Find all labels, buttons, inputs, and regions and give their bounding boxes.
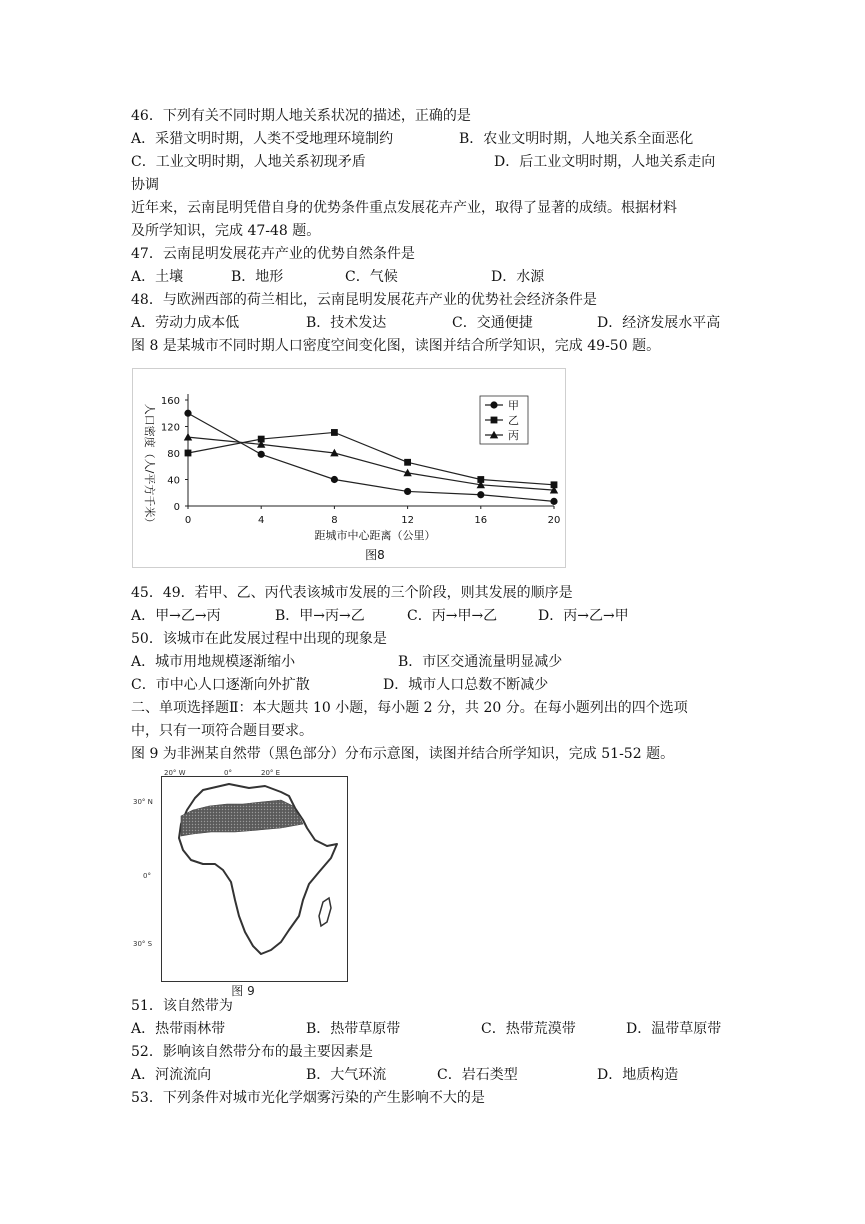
y-tick-label: 0	[173, 502, 180, 513]
legend-marker	[490, 401, 497, 408]
data-point-series-1	[550, 498, 557, 505]
legend-label: 乙	[508, 414, 519, 427]
lon-label-east: 20° E	[261, 769, 281, 777]
q51-option-a: A．热带雨林带	[131, 1021, 226, 1037]
q46-option-b: B．农业文明时期，人地关系全面恶化	[459, 131, 694, 147]
q51-option-b: B．热带草原带	[306, 1021, 401, 1037]
x-tick-label: 4	[258, 515, 265, 526]
data-point-series-1	[477, 491, 484, 498]
x-tick-label: 16	[474, 515, 488, 526]
data-point-series-1	[258, 451, 265, 458]
q52-option-a: A．河流流向	[131, 1067, 212, 1083]
q49-option-c: C．丙→甲→乙	[407, 608, 498, 624]
lat-label-zero: 0°	[143, 872, 151, 880]
africa-map	[131, 766, 354, 998]
q49-option-d: D．丙→乙→甲	[538, 608, 629, 624]
data-point-series-1	[404, 488, 411, 495]
lon-label-west: 20° W	[164, 769, 186, 777]
y-tick-label: 120	[160, 422, 180, 434]
figure-caption: 图8	[365, 548, 385, 562]
intro-47-line2: 及所学知识，完成 47-48 题。	[131, 223, 321, 239]
legend-label: 甲	[508, 399, 519, 412]
data-point-series-1	[331, 476, 338, 483]
q47-option-d: D．水源	[491, 269, 545, 285]
data-point-series-2	[185, 450, 192, 457]
q49-stem: 45．49．若甲、乙、丙代表该城市发展的三个阶段，则其发展的顺序是	[131, 585, 573, 601]
intro-47-line1: 近年来，云南昆明凭借自身的优势条件重点发展花卉产业，取得了显著的成绩。根据材料	[131, 200, 677, 216]
map-caption: 图 9	[231, 984, 255, 998]
legend-marker	[491, 417, 498, 424]
lat-label-north: 30° N	[133, 798, 153, 806]
q49-option-a: A．甲→乙→丙	[131, 608, 221, 624]
lat-label-south: 30° S	[133, 940, 153, 948]
y-tick-label: 160	[160, 396, 180, 407]
q52-option-c: C．岩石类型	[437, 1067, 518, 1083]
q46-stem: 46．下列有关不同时期人地关系状况的描述，正确的是	[131, 108, 471, 124]
q51-option-d: D．温带草原带	[626, 1021, 722, 1037]
q48-option-c: C．交通便捷	[452, 315, 533, 331]
y-tick-label: 40	[167, 475, 180, 487]
q50-option-d: D．城市人口总数不断减少	[383, 677, 549, 693]
data-point-series-2	[331, 429, 338, 436]
section-2-line1: 二、单项选择题Ⅱ：本大题共 10 小题，每小题 2 分，共 20 分。在每小题列出的四个选项	[131, 700, 688, 716]
x-tick-label: 8	[331, 515, 338, 526]
x-axis-label: 距城市中心距离（公里）	[314, 529, 436, 542]
section-2-line2: 中，只有一项符合题目要求。	[131, 723, 313, 739]
intro-51: 图 9 为非洲某自然带（黑色部分）分布示意图，读图并结合所学知识，完成 51-52 题。	[131, 746, 675, 762]
q52-stem: 52．影响该自然带分布的最主要因素是	[131, 1044, 373, 1060]
q47-option-a: A．土壤	[131, 269, 184, 285]
population-density-chart	[132, 368, 566, 568]
q53-stem: 53．下列条件对城市光化学烟雾污染的产生影响不大的是	[131, 1090, 485, 1106]
q48-option-d: D．经济发展水平高	[597, 315, 721, 331]
q48-option-b: B．技术发达	[306, 315, 387, 331]
legend-label: 丙	[508, 429, 519, 442]
y-axis-label: 人口密度（人/平方千米）	[143, 403, 156, 529]
q49-option-b: B．甲→丙→乙	[275, 608, 365, 624]
chart-legend	[480, 396, 528, 444]
intro-49: 图 8 是某城市不同时期人口密度空间变化图，读图并结合所学知识，完成 49-50 题。	[131, 338, 661, 354]
q47-stem: 47．云南昆明发展花卉产业的优势自然条件是	[131, 246, 415, 262]
q48-option-a: A．劳动力成本低	[131, 315, 240, 331]
x-tick-label: 12	[401, 515, 414, 526]
q46-option-d-continued: 协调	[131, 177, 159, 193]
q52-option-d: D．地质构造	[597, 1067, 679, 1083]
data-point-series-1	[184, 410, 191, 417]
x-tick-label: 20	[547, 515, 561, 526]
q50-option-c: C．市中心人口逐渐向外扩散	[131, 677, 310, 693]
q51-option-c: C．热带荒漠带	[481, 1021, 576, 1037]
y-tick-label: 80	[167, 449, 180, 460]
q48-stem: 48．与欧洲西部的荷兰相比，云南昆明发展花卉产业的优势社会经济条件是	[131, 292, 597, 308]
lon-label-zero: 0°	[224, 769, 232, 777]
x-tick-label: 0	[184, 515, 192, 526]
q46-option-c: C．工业文明时期，人地关系初现矛盾	[131, 154, 366, 170]
q47-option-b: B．地形	[231, 269, 284, 285]
q51-stem: 51．该自然带为	[131, 998, 233, 1014]
q50-option-b: B．市区交通流量明显减少	[398, 654, 563, 670]
q47-option-c: C．气候	[345, 269, 398, 285]
q50-option-a: A．城市用地规模逐渐缩小	[131, 654, 296, 670]
q46-option-a: A．采猎文明时期，人类不受地理环境制约	[131, 131, 394, 147]
q50-stem: 50．该城市在此发展过程中出现的现象是	[131, 631, 387, 647]
data-point-series-2	[404, 459, 411, 466]
q46-option-d: D．后工业文明时期，人地关系走向	[494, 154, 716, 170]
q52-option-b: B．大气环流	[306, 1067, 387, 1083]
